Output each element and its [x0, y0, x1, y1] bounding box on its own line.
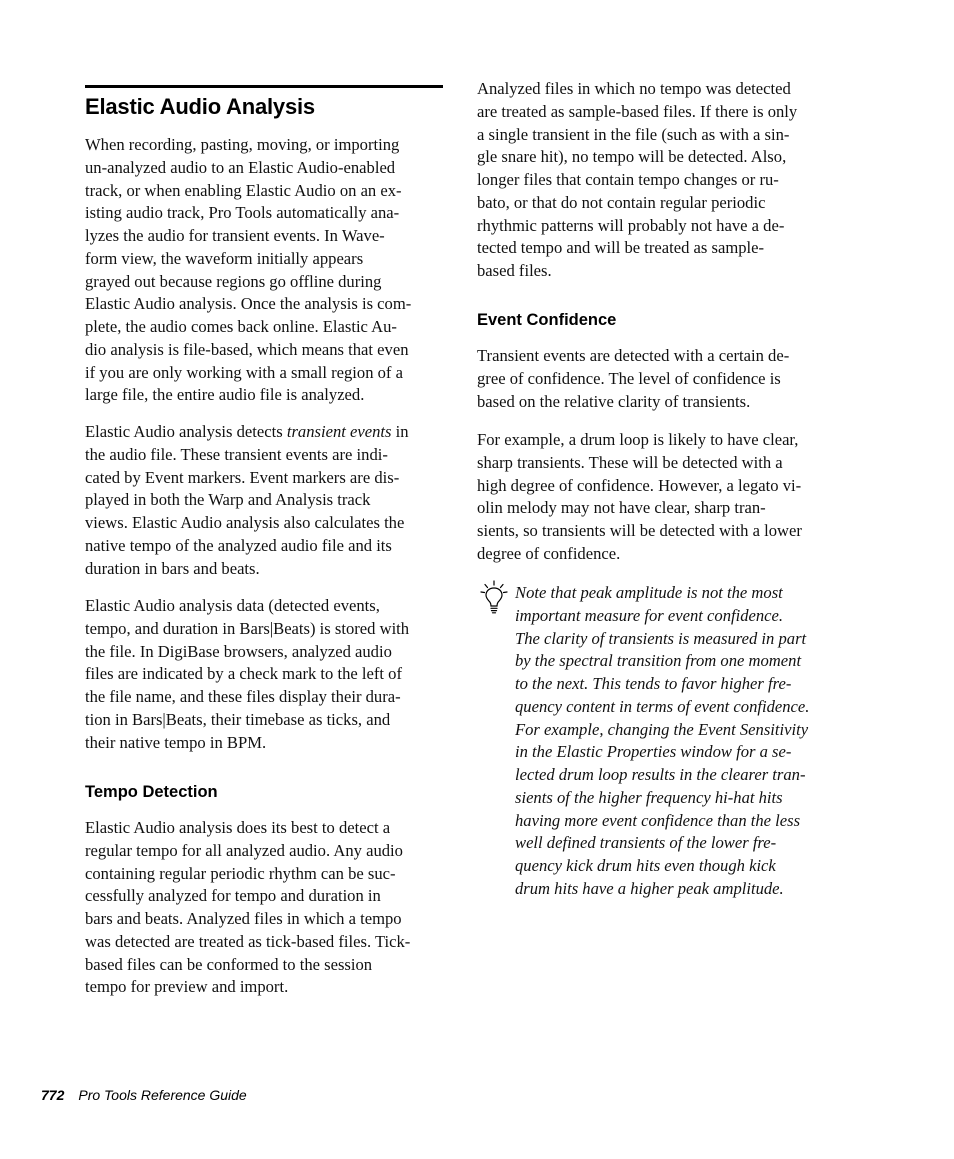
text-line: the file. In DigiBase browsers, analyzed audio [85, 641, 392, 661]
subheading-tempo-detection: Tempo Detection [85, 783, 218, 801]
text-line: was detected are treated as tick-based files. Tick- [85, 931, 411, 951]
text-line: olin melody may not have clear, sharp tran- [477, 498, 766, 518]
text-line: quency kick drum hits even though kick [515, 856, 776, 875]
text-line: Transient events are detected with a certain de- [477, 346, 790, 365]
text-line: based on the relative clarity of transients. [477, 391, 751, 411]
text-line: well defined transients of the lower fre- [515, 833, 777, 853]
text-line: by the spectral transition from one moment [515, 651, 802, 671]
text-line: high degree of confidence. However, a legato vi- [477, 475, 802, 495]
text-line: duration in bars and beats. [85, 558, 260, 578]
guide-title: Pro Tools Reference Guide [78, 1087, 247, 1103]
paragraph-rest [85, 444, 409, 581]
text-line: drum hits have a higher peak amplitude. [515, 878, 784, 898]
text-line: gree of confidence. The level of confidence is [477, 368, 781, 388]
text-line: rhythmic patterns will probably not have a de- [477, 215, 785, 235]
text-line: important measure for event confidence. [515, 605, 784, 625]
subheading-event-confidence: Event Confidence [477, 311, 617, 329]
text-line: sients, so transients will be detected with a lower [477, 521, 802, 540]
tip-note [515, 582, 809, 901]
text-line: a single transient in the file (such as with a sin- [477, 124, 790, 144]
text-line: gle snare hit), no tempo will be detected. Also, [477, 147, 787, 167]
emphasis-transient-events: transient events [286, 422, 392, 441]
text-line: Elastic Audio analysis. Once the analysis is com- [85, 294, 412, 314]
text-line: longer files that contain tempo changes or ru- [477, 170, 779, 189]
paragraph-intro [85, 134, 411, 407]
paragraph-tempo-detection [85, 817, 410, 999]
text-line: un-analyzed audio to an Elastic Audio-enabled [85, 157, 396, 177]
text-line: Elastic Audio analysis does its best to detect a [85, 818, 391, 837]
text-line: containing regular periodic rhythm can be suc- [85, 863, 396, 883]
text-line: degree of confidence. [477, 543, 621, 563]
text-line: quency content in terms of event confidence. [515, 696, 810, 716]
text-run: Elastic Audio analysis detects [85, 422, 287, 441]
text-line: their native tempo in BPM. [85, 732, 267, 752]
text-line: plete, the audio comes back online. Elastic Au- [85, 317, 397, 336]
text-line: lyzes the audio for transient events. In Wave- [85, 226, 385, 245]
text-line: grayed out because regions go offline during [85, 271, 382, 291]
text-line: For example, changing the Event Sensitivity [515, 719, 809, 739]
paragraph-transient-events [85, 421, 409, 580]
text-line: regular tempo for all analyzed audio. Any audio [85, 840, 403, 860]
paragraph-first-line [85, 421, 409, 444]
text-line: lected drum loop results in the clearer tran- [515, 765, 806, 784]
text-line: The clarity of transients is measured in part [515, 628, 807, 648]
text-line: dio analysis is file-based, which means that even [85, 339, 409, 359]
text-line: played in both the Warp and Analysis track [85, 490, 371, 510]
paragraph-event-confidence-2 [477, 429, 802, 566]
text-line: Note that peak amplitude is not the most [515, 583, 783, 602]
text-line: bato, or that do not contain regular periodic [477, 192, 766, 212]
text-line: bars and beats. Analyzed files in which a tempo [85, 909, 402, 928]
text-line: tempo for preview and import. [85, 977, 289, 997]
text-line: When recording, pasting, moving, or importing [85, 135, 400, 154]
text-line: For example, a drum loop is likely to have clear, [477, 430, 799, 449]
text-line: based files. [477, 261, 552, 280]
text-line: if you are only working with a small region of a [85, 362, 403, 382]
text-line: tion in Bars|Beats, their timebase as ticks, and [85, 709, 391, 729]
text-line: files are indicated by a check mark to the left of [85, 664, 402, 684]
paragraph-sample-based [477, 78, 797, 283]
text-line: cessfully analyzed for tempo and duration in [85, 886, 381, 906]
page-footer [41, 1085, 247, 1105]
text-line: the file name, and these files display their dura- [85, 687, 401, 706]
text-line: Elastic Audio analysis data (detected events, [85, 596, 380, 615]
page-number: 772 [41, 1087, 65, 1103]
text-line: to the next. This tends to favor higher fre- [515, 674, 792, 693]
text-run: in [391, 422, 409, 441]
text-line: Analyzed files in which no tempo was detected [477, 79, 791, 98]
text-line: tempo, and duration in Bars|Beats) is stored with [85, 618, 410, 638]
text-line: large file, the entire audio file is analyzed. [85, 385, 365, 405]
text-line: sients of the higher frequency hi-hat hits [515, 787, 783, 807]
text-line: the audio file. These transient events are indi- [85, 444, 388, 464]
text-line: views. Elastic Audio analysis also calculates the [85, 513, 405, 532]
paragraph-event-confidence-1 [477, 345, 789, 413]
text-line: sharp transients. These will be detected with a [477, 452, 783, 472]
text-line: cated by Event markers. Event markers are dis- [85, 467, 400, 487]
paragraph-analysis-data [85, 595, 409, 754]
text-line: in the Elastic Properties window for a se- [515, 742, 792, 762]
text-line: based files can be conformed to the session [85, 954, 373, 974]
text-line: native tempo of the analyzed audio file and its [85, 535, 392, 555]
section-rule [85, 85, 443, 88]
text-line: form view, the waveform initially appears [85, 248, 364, 268]
text-line: having more event confidence than the less [515, 810, 801, 830]
text-line: isting audio track, Pro Tools automatically ana- [85, 203, 400, 223]
lightbulb-icon [480, 580, 510, 614]
text-line: track, or when enabling Elastic Audio on an ex- [85, 180, 402, 200]
section-heading: Elastic Audio Analysis [85, 94, 315, 119]
text-line: tected tempo and will be treated as sample- [477, 238, 765, 258]
text-line: are treated as sample-based files. If there is only [477, 101, 798, 121]
